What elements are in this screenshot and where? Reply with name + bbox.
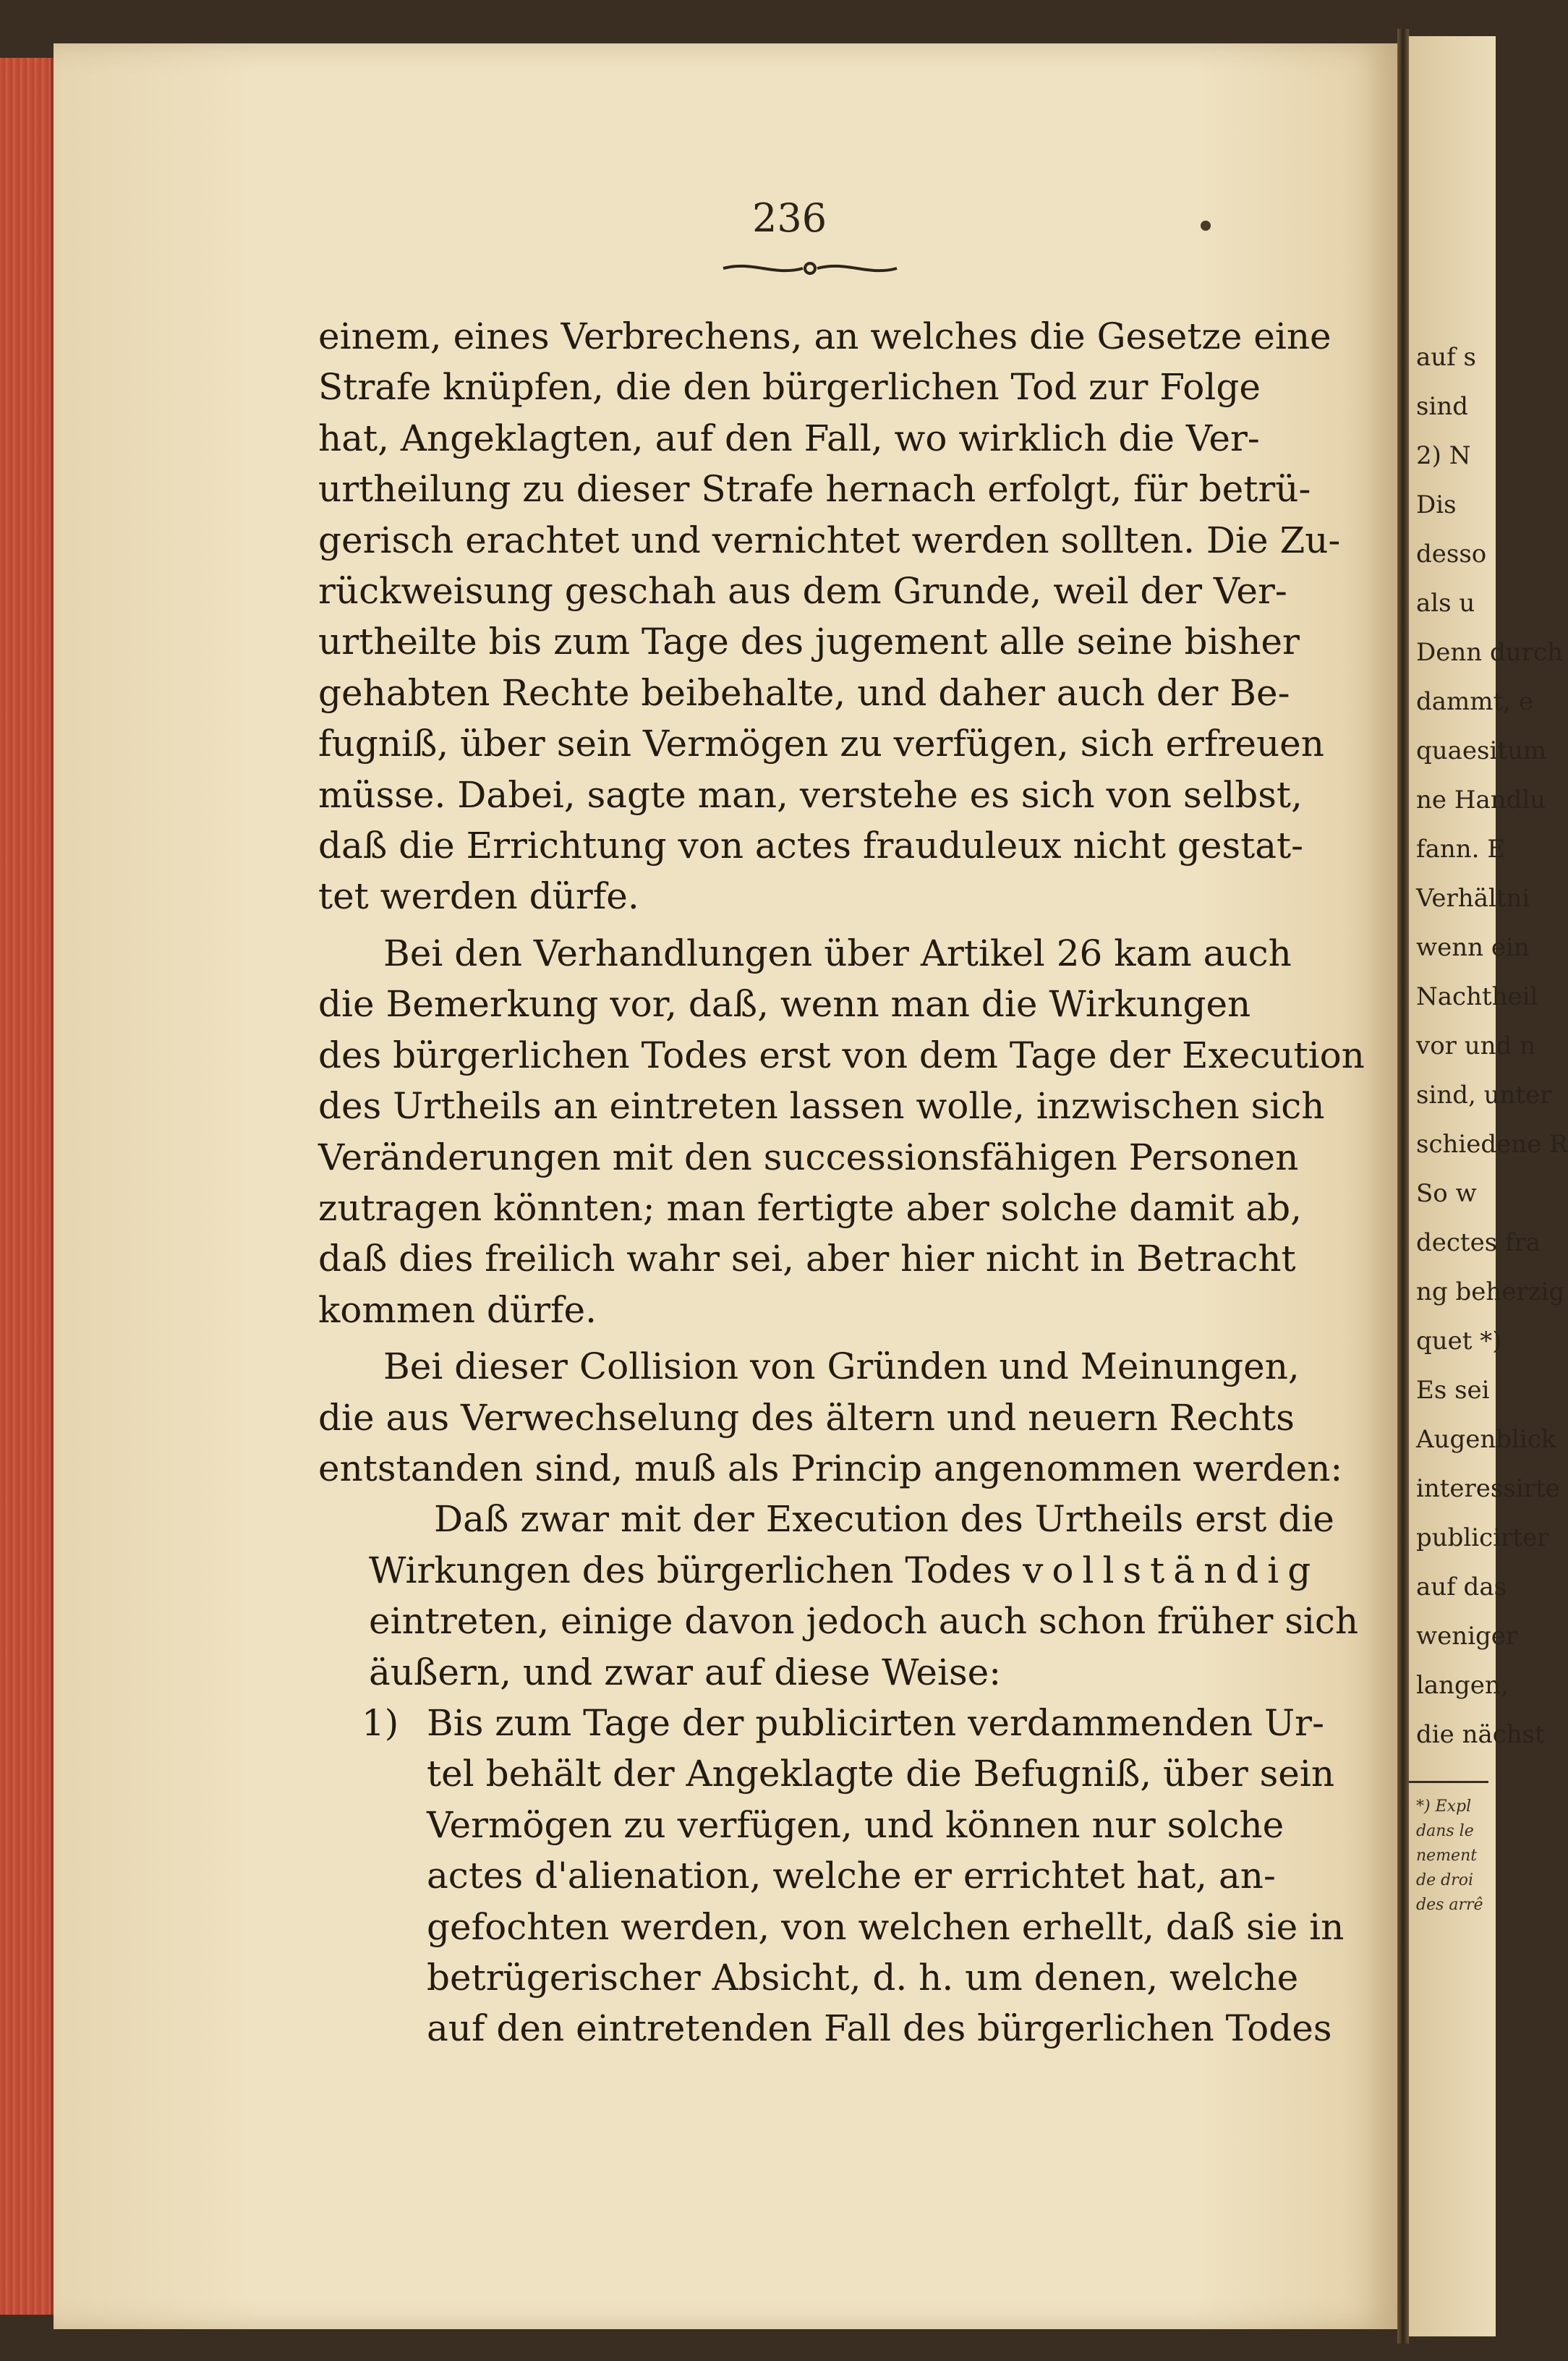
adjacent-text-line: Es sei bbox=[1416, 1376, 1490, 1405]
paragraph-3 bbox=[318, 1341, 1343, 1494]
list-item-1 bbox=[362, 1698, 1345, 2054]
adjacent-footnote-line: de droi bbox=[1416, 1871, 1473, 1889]
text-line: kommen dürfe. bbox=[318, 1288, 597, 1331]
text-line: Bei den Verhandlungen über Artikel 26 kam auch bbox=[383, 932, 1292, 974]
text-line: gehabten Rechte beibehalte, und daher auch der Be- bbox=[318, 671, 1290, 714]
text-line: betrügerischer Absicht, d. h. um denen, welche bbox=[427, 1957, 1299, 1999]
adjacent-text-line: auf das bbox=[1416, 1573, 1507, 1601]
ink-dot bbox=[1201, 221, 1211, 231]
text-line: urtheilung zu dieser Strafe hernach erfolgt, für betrü- bbox=[318, 468, 1311, 511]
adjacent-text-line: auf s bbox=[1416, 343, 1477, 372]
adjacent-text-line: So w bbox=[1416, 1179, 1477, 1208]
adjacent-footnote-line: des arrê bbox=[1416, 1896, 1483, 1914]
adjacent-text-line: vor und n bbox=[1416, 1031, 1536, 1060]
text-line: tet werden dürfe. bbox=[318, 875, 639, 918]
adjacent-text-line: die nächst bbox=[1416, 1720, 1545, 1749]
adjacent-text-line: publicirter bbox=[1416, 1523, 1549, 1552]
text-line: zutragen könnten; man fertigte aber solche damit ab, bbox=[318, 1186, 1303, 1229]
text-line: rückweisung geschah aus dem Grunde, weil der Ver- bbox=[318, 570, 1287, 613]
adjacent-text-line: sind, unter bbox=[1416, 1081, 1552, 1110]
text-line: fugniß, über sein Vermögen zu verfügen, sich erfreuen bbox=[318, 723, 1324, 765]
principle-line: äußern, und zwar auf diese Weise: bbox=[369, 1651, 1002, 1693]
adjacent-text-line: Denn durch bbox=[1416, 638, 1563, 667]
principle-line: Daß zwar mit der Execution des Urtheils erst die bbox=[434, 1498, 1334, 1541]
text-line: auf den eintretenden Fall des bürgerlichen Todes bbox=[427, 2007, 1332, 2050]
adjacent-text-line: weniger bbox=[1416, 1622, 1518, 1651]
book-gutter bbox=[1397, 29, 1409, 2344]
paragraph-1 bbox=[318, 311, 1341, 922]
list-item-number: 1) bbox=[362, 1701, 399, 1744]
adjacent-text-line: als u bbox=[1416, 589, 1475, 618]
text-line: gerisch erachtet und vernichtet werden sollten. Die Zu- bbox=[318, 519, 1341, 561]
paragraph-2 bbox=[318, 928, 1365, 1335]
adjacent-footnote-line: dans le bbox=[1416, 1822, 1474, 1840]
footnote-rule bbox=[1409, 1781, 1488, 1783]
text-line: actes d'alienation, welche er errichtet hat, an- bbox=[427, 1855, 1276, 1897]
adjacent-text-line: ne Handlu bbox=[1416, 786, 1546, 814]
adjacent-text-line: dectes fra bbox=[1416, 1228, 1541, 1257]
adjacent-text-line: Dis bbox=[1416, 490, 1457, 519]
adjacent-text-line: wenn ein bbox=[1416, 933, 1530, 962]
text-line: müsse. Dabei, sagte man, verstehe es sich von selbst, bbox=[318, 773, 1303, 816]
ornament-divider bbox=[716, 258, 904, 279]
adjacent-page bbox=[1409, 36, 1568, 2336]
adjacent-footnote-line: *) Expl bbox=[1416, 1798, 1472, 1816]
emphasis-spaced: vollständig bbox=[1023, 1549, 1320, 1591]
adjacent-footnote-line: nement bbox=[1416, 1847, 1478, 1865]
adjacent-text-line: dammt, e bbox=[1416, 687, 1533, 716]
principle-block bbox=[318, 1494, 1359, 2054]
principle-line: Wirkungen des bürgerlichen Todes vollständig bbox=[369, 1549, 1320, 1591]
text-line: hat, Angeklagten, auf den Fall, wo wirklich die Ver- bbox=[318, 417, 1260, 459]
adjacent-text-line: quet *) bbox=[1416, 1327, 1502, 1356]
text-line: einem, eines Verbrechens, an welches die Gesetze eine bbox=[318, 315, 1331, 357]
text-line: Vermögen zu verfügen, und können nur solche bbox=[427, 1803, 1284, 1846]
page-edge bbox=[0, 58, 54, 2315]
text-line: daß die Errichtung von actes frauduleux nicht gestat- bbox=[318, 825, 1304, 867]
adjacent-text-line: Augenblick bbox=[1416, 1425, 1556, 1454]
text-line: Strafe knüpfen, die den bürgerlichen Tod zur Folge bbox=[318, 366, 1261, 409]
text-line: Veränderungen mit den successionsfähigen Personen bbox=[318, 1136, 1299, 1178]
principle-line: eintreten, einige davon jedoch auch schon früher sich bbox=[369, 1600, 1359, 1643]
adjacent-page-text bbox=[1409, 36, 1568, 1759]
adjacent-text-line: interessirte bbox=[1416, 1474, 1560, 1503]
text-line: Bei dieser Collision von Gründen und Meinungen, bbox=[383, 1345, 1300, 1388]
adjacent-text-line: 2) N bbox=[1416, 441, 1471, 470]
adjacent-page-footnote bbox=[1409, 1795, 1496, 1918]
text-line: die aus Verwechselung des ältern und neuern Rechts bbox=[318, 1396, 1295, 1439]
text-line: urtheilte bis zum Tage des jugement alle seine bisher bbox=[318, 621, 1300, 663]
adjacent-text-line: Nachtheil bbox=[1416, 982, 1538, 1011]
adjacent-text-line: desso bbox=[1416, 540, 1487, 569]
list-item-text bbox=[427, 1698, 1345, 2054]
text-line: des bürgerlichen Todes erst von dem Tage der Execution bbox=[318, 1034, 1365, 1076]
text-line: entstanden sind, muß als Princip angenommen werden: bbox=[318, 1447, 1343, 1489]
text-line: gefochten werden, von welchen erhellt, daß sie in bbox=[427, 1905, 1345, 1948]
page-body bbox=[318, 311, 1365, 2054]
text-line: Bis zum Tage der publicirten verdammenden Ur- bbox=[427, 1701, 1324, 1744]
text-line: des Urtheils an eintreten lassen wolle, inzwischen sich bbox=[318, 1085, 1325, 1128]
adjacent-text-line: ng beherzig bbox=[1416, 1277, 1565, 1306]
text-line: die Bemerkung vor, daß, wenn man die Wirkungen bbox=[318, 983, 1251, 1026]
text-line: tel behält der Angeklagte die Befugniß, über sein bbox=[427, 1753, 1335, 1795]
adjacent-text-line: quaesitum bbox=[1416, 736, 1547, 765]
page-number: 236 bbox=[752, 195, 827, 241]
adjacent-text-line: fann. E bbox=[1416, 835, 1506, 864]
text-line: daß dies freilich wahr sei, aber hier nicht in Betracht bbox=[318, 1238, 1296, 1280]
adjacent-text-line: schiedene R bbox=[1416, 1130, 1568, 1159]
adjacent-text-line: sind bbox=[1416, 392, 1468, 421]
adjacent-text-line: Verhältni bbox=[1416, 884, 1530, 913]
adjacent-text-line: langen, bbox=[1416, 1671, 1509, 1700]
